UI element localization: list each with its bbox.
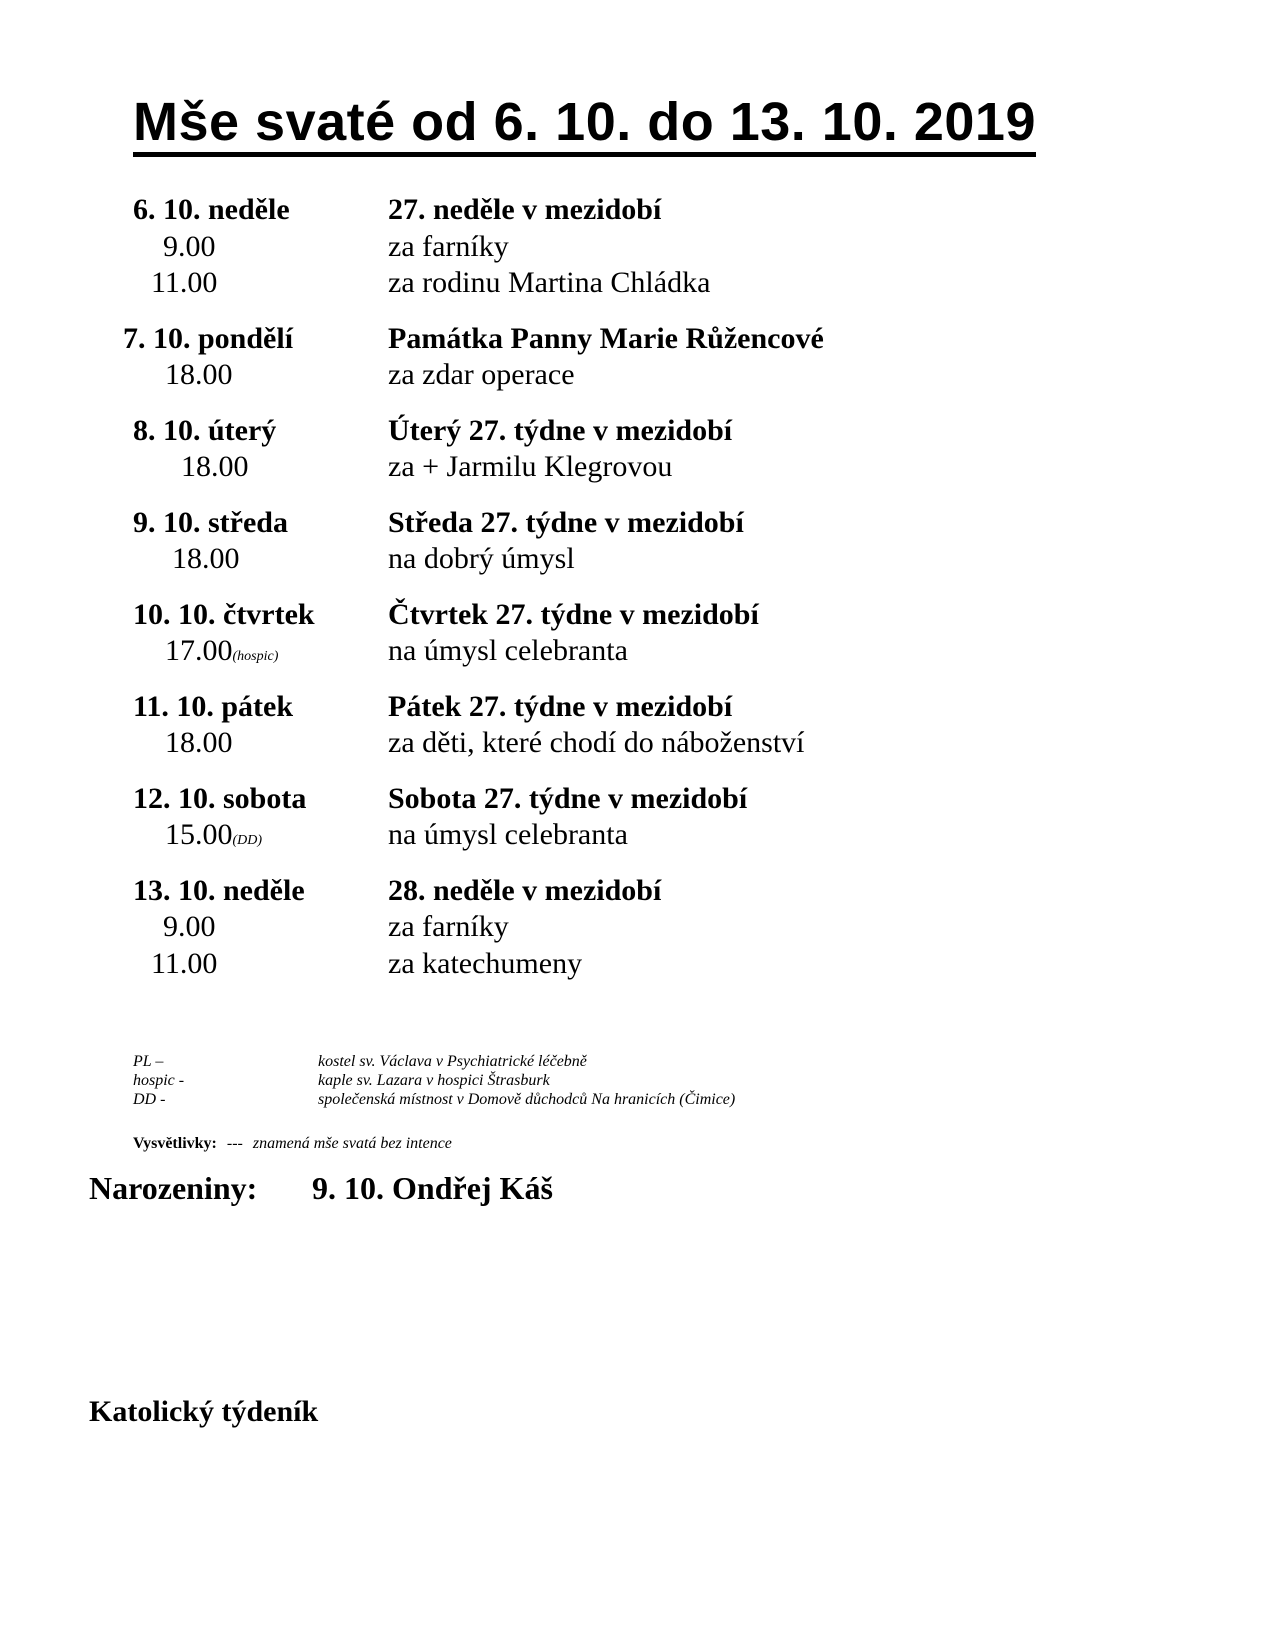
mass-intention: na úmysl celebranta <box>388 634 628 667</box>
time-value: 11.00 <box>151 946 218 980</box>
feast-label: Pátek 27. týdne v mezidobí <box>388 689 733 723</box>
feast-label: Sobota 27. týdne v mezidobí <box>388 781 748 815</box>
explanation-text: znamená mše svatá bez intence <box>252 1135 452 1152</box>
explanation-symbol: --- <box>226 1135 243 1152</box>
day-label: 6. 10. neděle <box>133 193 290 226</box>
day-label: 8. 10. úterý <box>133 413 277 447</box>
day-label: 7. 10. pondělí <box>123 321 294 355</box>
mass-time <box>163 229 216 265</box>
birthday-value: 9. 10. Ondřej Káš <box>312 1170 553 1206</box>
time-value: 9.00 <box>163 910 216 943</box>
day-label: 10. 10. čtvrtek <box>133 597 315 631</box>
explanation <box>133 1135 452 1153</box>
feast-label: 27. neděle v mezidobí <box>388 193 662 226</box>
day-label: 12. 10. sobota <box>133 781 307 815</box>
feast-label: Památka Panny Marie Růžencové <box>388 321 824 355</box>
mass-time <box>181 449 249 485</box>
mass-time <box>165 725 233 761</box>
feast-label: Středa 27. týdne v mezidobí <box>388 505 744 539</box>
mass-time <box>151 265 217 301</box>
mass-intention: za děti, které chodí do náboženství <box>388 726 805 759</box>
footer-heading: Katolický týdeník <box>89 1395 319 1428</box>
time-value: 15.00 <box>165 818 233 851</box>
legend-abbr: hospic - <box>133 1072 185 1089</box>
mass-time <box>172 541 240 577</box>
legend-abbr: DD - <box>133 1091 166 1108</box>
mass-intention: na úmysl celebranta <box>388 818 628 851</box>
location-note: (DD) <box>232 833 263 848</box>
mass-time <box>165 633 278 675</box>
legend-desc: kaple sv. Lazara v hospici Štrasburk <box>318 1072 550 1089</box>
explanation-label: Vysvětlivky: <box>133 1135 217 1152</box>
day-label: 13. 10. neděle <box>133 873 305 907</box>
mass-intention: za katechumeny <box>388 946 583 980</box>
mass-intention: za zdar operace <box>388 358 575 391</box>
time-value: 9.00 <box>163 229 216 263</box>
mass-time <box>165 817 262 859</box>
mass-intention: za + Jarmilu Klegrovou <box>388 450 673 483</box>
mass-intention: na dobrý úmysl <box>388 542 575 575</box>
mass-time <box>165 357 233 393</box>
time-value: 17.00 <box>165 634 233 667</box>
feast-label: 28. neděle v mezidobí <box>388 873 662 907</box>
birthday-label: Narozeniny: <box>89 1170 258 1206</box>
time-value: 18.00 <box>165 358 233 391</box>
legend-desc: kostel sv. Václava v Psychiatrické léčebně <box>318 1053 587 1070</box>
feast-label: Čtvrtek 27. týdne v mezidobí <box>388 597 759 631</box>
mass-time <box>163 909 216 945</box>
location-note: (hospic) <box>232 649 279 664</box>
page-title: Mše svaté od 6. 10. do 13. 10. 2019 <box>133 92 1036 157</box>
mass-time <box>151 946 217 982</box>
mass-intention: za farníky <box>388 229 509 263</box>
day-label: 11. 10. pátek <box>133 689 294 723</box>
mass-intention: za rodinu Martina Chládka <box>388 266 711 299</box>
time-value: 11.00 <box>151 266 218 299</box>
time-value: 18.00 <box>172 542 240 575</box>
time-value: 18.00 <box>181 450 249 483</box>
feast-label: Úterý 27. týdne v mezidobí <box>388 413 733 447</box>
legend-abbr: PL – <box>133 1053 164 1070</box>
mass-intention: za farníky <box>388 910 509 943</box>
legend-desc: společenská místnost v Domově důchodců Na hranicích (Čimice) <box>318 1091 736 1108</box>
day-label: 9. 10. středa <box>133 505 288 539</box>
time-value: 18.00 <box>165 726 233 759</box>
